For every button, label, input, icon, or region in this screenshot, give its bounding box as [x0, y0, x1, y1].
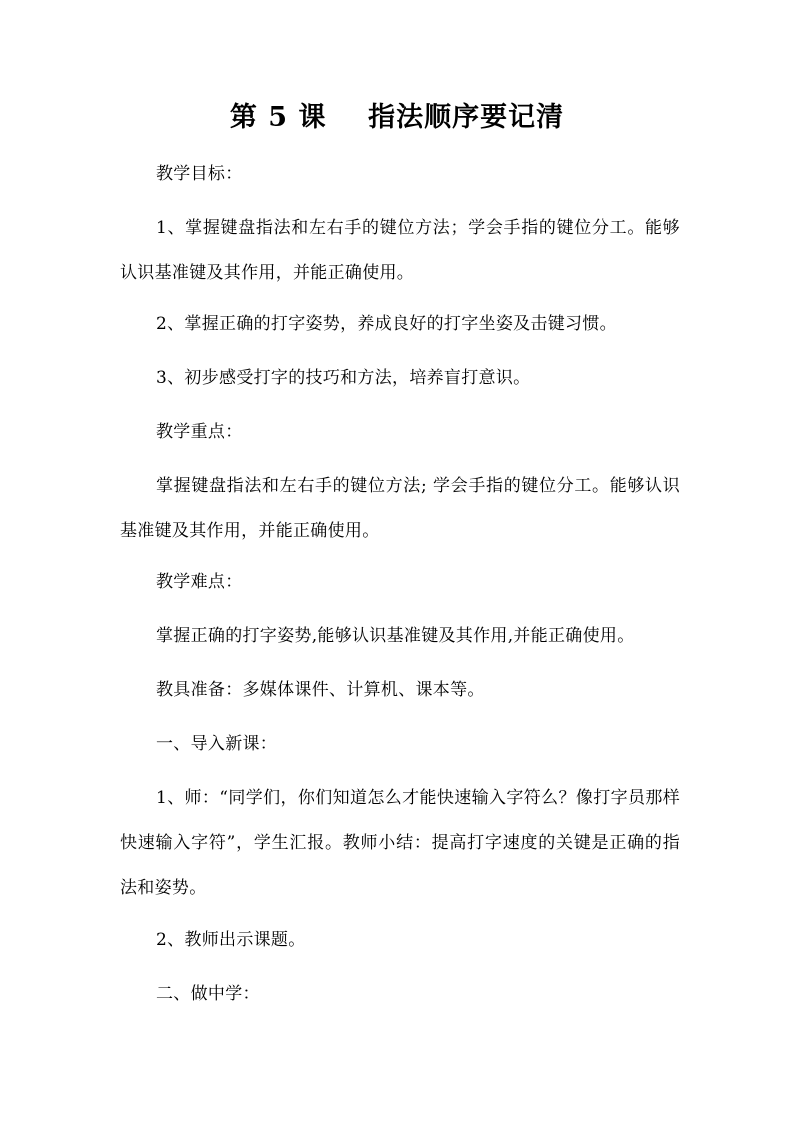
paragraph-objective-3: 3、初步感受打字的技巧和方法，培养盲打意识。	[156, 368, 531, 388]
lesson-title: 第 5 课 指法顺序要记清	[229, 102, 565, 133]
paragraph-section-2-heading: 二、做中学：	[156, 984, 260, 1004]
paragraph-section-1-heading: 一、导入新课：	[156, 734, 278, 754]
paragraph-difficulties: 掌握正确的打字姿势,能够认识基准键及其作用,并能正确使用。	[156, 626, 635, 646]
paragraph-objective-1: 1、掌握键盘指法和左右手的键位方法；学会手指的键位分工。能够认识基准键及其作用，并能正确使用。	[120, 218, 680, 283]
paragraph-difficulties-heading: 教学难点：	[156, 572, 243, 592]
paragraph-teaching-objectives-heading: 教学目标：	[156, 164, 243, 184]
paragraph-materials: 教具准备：多媒体课件、计算机、课本等。	[156, 680, 485, 700]
paragraph-key-points: 掌握键盘指法和左右手的键位方法; 学会手指的键位分工。能够认识基准键及其作用，并能正确使用。	[120, 476, 680, 541]
paragraph-section-1-item-1: 1、师：“同学们，你们知道怎么才能快速输入字符么？像打字员那样快速输入字符”，学生汇报。教师小结：提高打字速度的关键是正确的指法和姿势。	[120, 788, 680, 898]
paragraph-key-points-heading: 教学重点：	[156, 422, 243, 442]
paragraph-section-1-item-2: 2、教师出示课题。	[156, 930, 306, 950]
paragraph-objective-2: 2、掌握正确的打字姿势，养成良好的打字坐姿及击键习惯。	[156, 314, 617, 334]
